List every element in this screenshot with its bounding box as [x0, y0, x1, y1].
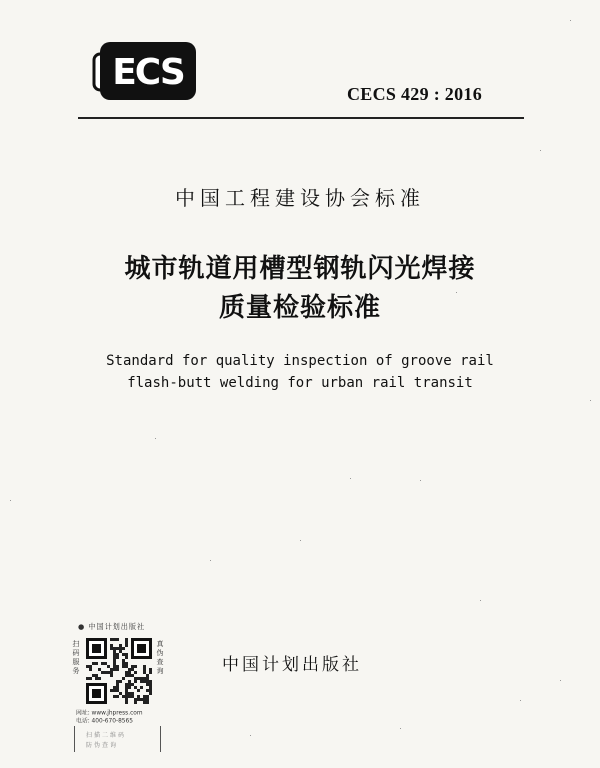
service-note-1: 扫描二维码: [86, 732, 127, 739]
logo-text: ECS: [112, 52, 184, 93]
service-header: [78, 622, 145, 632]
english-title-line-2: flash-butt welding for urban rail transit: [127, 375, 473, 391]
scan-speck: [300, 540, 301, 541]
scan-speck: [10, 500, 11, 501]
association-title: 中国工程建设协会标准: [175, 186, 425, 210]
ecs-logo: [92, 40, 204, 102]
service-box: [72, 618, 164, 752]
publisher-name: 中国计划出版社: [222, 655, 362, 675]
scan-speck: [560, 680, 561, 681]
scan-speck: [250, 735, 251, 736]
scan-speck: [520, 700, 521, 701]
scan-speck: [570, 20, 571, 21]
main-title-line-1: 城市轨道用槽型钢轨闪光焊接: [124, 254, 476, 284]
english-title: [60, 350, 540, 394]
bracket-right: [160, 726, 161, 752]
scan-speck: [350, 478, 351, 479]
english-title-line-1: Standard for quality inspection of groove rail: [106, 353, 494, 369]
publisher-mark-icon: ●: [78, 622, 86, 631]
service-note-2: 防伪查询: [86, 742, 119, 749]
scan-speck: [590, 400, 591, 401]
authenticity-label: 真伪查询: [156, 640, 164, 675]
main-title: [60, 250, 540, 328]
scan-speck: [210, 560, 211, 561]
service-phone: 电话: 400-670-8565: [76, 716, 133, 725]
scan-speck: [456, 292, 457, 293]
scan-speck: [480, 600, 481, 601]
scan-service-label: 扫码服务: [72, 640, 80, 675]
scan-speck: [155, 438, 156, 439]
standard-number: CECS 429 : 2016: [346, 84, 482, 104]
service-header-text: 中国计划出版社: [88, 622, 146, 631]
main-title-line-2: 质量检验标准: [218, 293, 381, 323]
qr-code[interactable]: [86, 638, 152, 704]
scan-speck: [420, 480, 421, 481]
scan-speck: [540, 150, 541, 151]
header-rule: [78, 117, 524, 119]
bracket-left: [74, 726, 75, 752]
service-website: 网址: www.jhpress.com: [76, 708, 143, 717]
scan-speck: [400, 728, 401, 729]
